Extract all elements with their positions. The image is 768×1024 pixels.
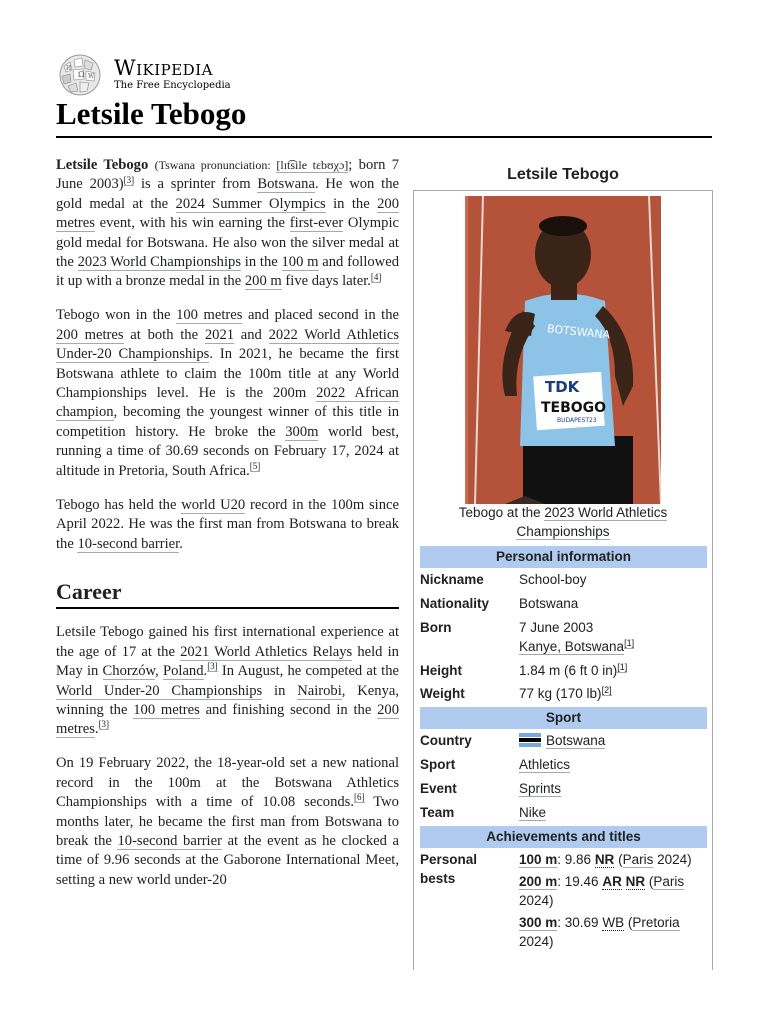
link-world-u20[interactable]: world U20 (181, 496, 246, 513)
link-paris-2[interactable]: Paris (653, 874, 685, 889)
link-sprints[interactable]: Sprints (519, 781, 562, 796)
link-2022-world-u20[interactable]: 2022 World Athletics Under-20 Championships (56, 326, 400, 363)
infobox-title: Letsile Tebogo (507, 166, 619, 183)
career-paragraph-1: Letsile Tebogo gained his first international experience at the age of 17 at the 2021 World Athletics Relays held in May in Chorzów, Poland.[3] In August, he competed at the World Under-20 Championships in Nairobi, Kenya, winning the 100 metres and finishing second in the 200 metres.[3] (56, 624, 400, 738)
wikipedia-tagline: The Free Encyclopedia (114, 80, 231, 91)
page-title: Letsile Tebogo (56, 96, 247, 131)
link-pb-200m[interactable]: 200 m (519, 874, 558, 889)
shirt-text: BOTSWANA (546, 322, 611, 342)
wikipedia-wordmark[interactable]: Wikipedia (114, 56, 213, 80)
reference-2[interactable]: [2] (601, 684, 612, 695)
pronunciation-label: Tswana pronunciation: (158, 158, 271, 172)
reference-4[interactable]: [4] (370, 271, 382, 282)
svg-text:W: W (88, 73, 95, 80)
site-header (56, 54, 276, 96)
title-divider (56, 136, 712, 138)
link-pretoria[interactable]: Pretoria (632, 915, 680, 930)
abbr-nr-2[interactable]: NR (625, 874, 646, 889)
link-country-botswana[interactable]: Botswana (546, 733, 606, 748)
athlete-photo-image (465, 196, 661, 504)
link-african-champion[interactable]: 2022 African champion (56, 385, 399, 421)
pb-100m: 100 m: 9.86 NR (Paris 2024) (519, 852, 692, 867)
botswana-flag-icon (519, 733, 541, 747)
intro-paragraph-3: Tebogo has held the world U20 record in the 100m since April 2022. He was the first man from Botswana to break the 10-second barrier. (56, 496, 399, 552)
abbr-nr[interactable]: NR (594, 852, 615, 867)
link-botswana[interactable]: Botswana (257, 176, 315, 193)
link-nairobi[interactable]: Nairobi (297, 682, 342, 699)
subject-name: Letsile Tebogo (56, 157, 149, 173)
link-100-metres[interactable]: 100 metres (176, 307, 243, 324)
link-pb-300m[interactable]: 300 m (519, 915, 558, 930)
link-10-second-barrier[interactable]: 10-second barrier (77, 535, 180, 552)
reference-1-b[interactable]: [1] (617, 661, 628, 672)
career-paragraph-2: On 19 February 2022, the 18-year-old set a new national record in the 100m at the Botswana Athletics Championships with a time of 10.08 seconds.[6] Two months later, he became the first man from Botswana to break the 10-second barrier at the event as he clocked a time of 9.96 seconds at the Gaborone International Meet, setting a new world under-20 (56, 755, 399, 888)
athlete-photo[interactable] (465, 196, 661, 504)
svg-text:И: И (66, 65, 72, 72)
pb-300m: 300 m: 30.69 WB (Pretoria 2024) (519, 915, 680, 949)
link-2023-world-championships[interactable]: 2023 World Championships (77, 254, 241, 271)
article-body (56, 156, 399, 905)
reference-3-c[interactable]: [3] (98, 719, 110, 730)
bib-sponsor: TDK (545, 378, 580, 396)
link-10-second-barrier-2[interactable]: 10-second barrier (117, 832, 222, 849)
section-achievements: Achievements and titles (420, 826, 707, 848)
reference-5[interactable]: [5] (249, 460, 261, 471)
link-world-u20-championships[interactable]: World Under-20 Championships (56, 682, 263, 699)
link-poland[interactable]: Poland (162, 663, 204, 680)
reference-3-b[interactable]: [3] (207, 661, 218, 672)
reference-6[interactable]: [6] (354, 792, 365, 803)
link-caption-2023-world-athletics[interactable]: 2023 World Athletics Championships (516, 505, 668, 539)
link-100-m[interactable]: 100 m (281, 254, 319, 271)
pb-200m: 200 m: 19.46 AR NR (Paris 2024) (519, 874, 685, 908)
link-chorzow[interactable]: Chorzów (102, 663, 156, 680)
svg-text:Ω: Ω (78, 70, 85, 79)
photo-caption: Tebogo at the 2023 World Athletics Championships (458, 505, 668, 539)
reference-1[interactable]: [1] (624, 637, 635, 648)
link-200-metres-2[interactable]: 200 metres (56, 326, 124, 343)
abbr-ar[interactable]: AR (602, 874, 622, 889)
link-first-ever[interactable]: first-ever (289, 215, 344, 232)
section-personal-information: Personal information (420, 546, 707, 568)
link-200-metres-3[interactable]: 200 metres (56, 701, 399, 738)
link-athletics[interactable]: Athletics (519, 757, 571, 772)
intro-paragraph-2: Tebogo won in the 100 metres and placed second in the 200 metres at both the 2021 and 2022 World Athletics Under-20 Championships. In 2021, he became the first Botswana athlete to claim the 100m title at any World Championships level. He is the 200m 2022 African champion, becoming the youngest winner of this title in competition history. He broke the 300m world best, running a time of 30.69 seconds on February 17, 2024 at altitude in Pretoria, South Africa.[5] (56, 307, 400, 479)
ipa-link[interactable]: [lɪt͡sile tɛbʊχɔ] (276, 158, 349, 172)
link-100-metres-2[interactable]: 100 metres (133, 701, 200, 718)
bib-event: BUDAPEST23 (557, 417, 597, 424)
link-paris[interactable]: Paris (622, 852, 654, 867)
section-heading-career: Career (56, 582, 399, 609)
link-pb-100m[interactable]: 100 m (519, 852, 558, 867)
link-200-metres[interactable]: 200 metres (56, 195, 399, 232)
link-nike[interactable]: Nike (519, 805, 547, 820)
link-2024-summer-olympics[interactable]: 2024 Summer Olympics (175, 195, 326, 212)
bib-name: TEBOGO (541, 400, 607, 416)
wikipedia-globe-logo[interactable] (56, 54, 104, 96)
link-300m[interactable]: 300m (285, 423, 319, 440)
link-2021[interactable]: 2021 (204, 326, 235, 343)
link-2021-relays[interactable]: 2021 World Athletics Relays (180, 643, 353, 660)
link-kanye-botswana[interactable]: Kanye, Botswana (519, 639, 625, 654)
abbr-wb[interactable]: WB (602, 915, 625, 930)
section-sport: Sport (420, 707, 707, 729)
infobox: TDK TEBOGO BUDAPEST23 BOTSWANA Tebogo at the 2023 World Athletics Championships Personal information Nickname School-boy Nationality Botswana Born 7 June 2003 Kanye, Botswana[1] Height 1.84 m (6 ft 0 in)[1] Weight 77 kg (170 lb)[2] Sport Country Botswana Sport Athletics Event Sprints Team Nike Achievements and titles Personal bests 100 m: 9.86 NR (Paris 2024) 200 m: 19.46 AR NR (Paris 2024) 300 m: 30.69 WB (Pretoria 2024) (413, 190, 713, 970)
link-200-m[interactable]: 200 m (244, 273, 282, 290)
intro-paragraph-1: Letsile Tebogo (Tswana pronunciation: [lɪt͡sile tɛbʊχɔ]; born 7 June 2003)[3] is a sprinter from Botswana. He won the gold medal at the 2024 Summer Olympics in the 200 metres event, with his win earning the first-ever Olympic gold medal for Botswana. He also won the silver medal at the 2023 World Championships in the 100 m and followed it up with a bronze medal in the 200 m five days later.[4] (56, 157, 400, 290)
reference-3[interactable]: [3] (123, 174, 135, 185)
